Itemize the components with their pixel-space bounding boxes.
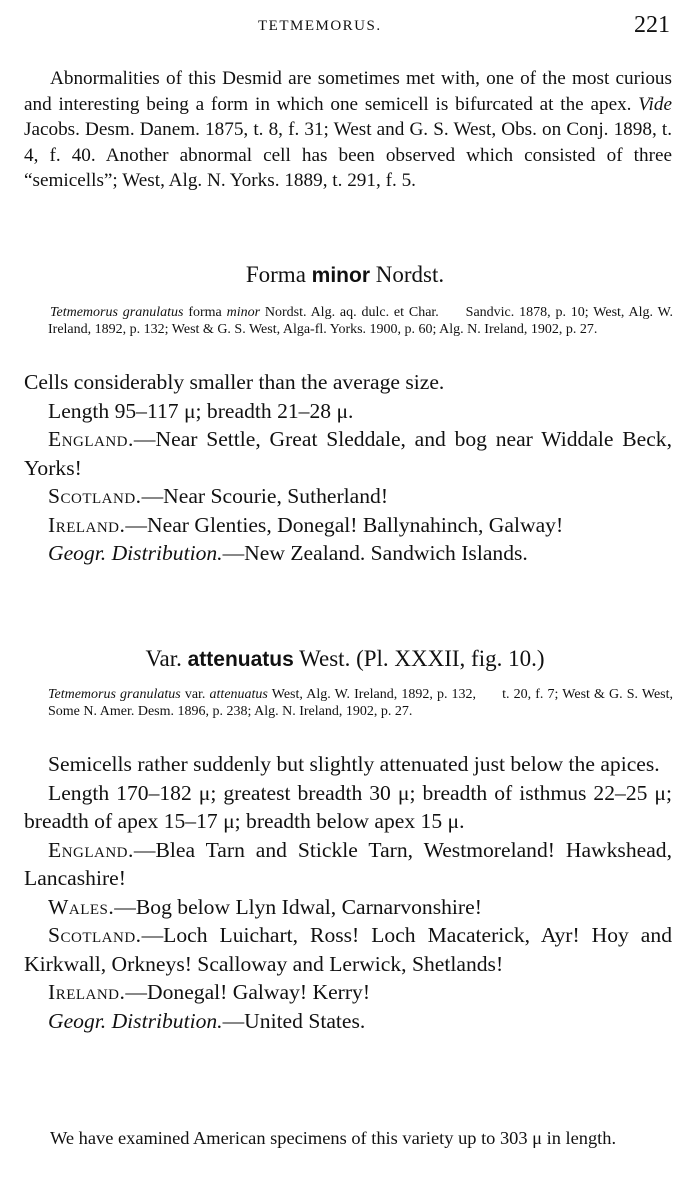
forma-minor-body	[24, 368, 672, 568]
running-header: TETMEMORUS.	[258, 18, 382, 34]
intro-paragraph: Abnormalities of this Desmid are sometimes met with, one of the most curious and interesting being a form in which one semicell is bifurcated at the apex. Vide Jacobs. Desm. Danem. 1875, t. 8, f. 31; West and G. S. West, Obs. on Conj. 1898, t. 4, f. 40. Another abnormal cell has been observed which consisted of three “semicells”; West, Alg. N. Yorks. 1889, t. 291, f. 5.	[24, 68, 673, 191]
measurements: Length 95–117 μ; breadth 21–28 μ.	[48, 398, 354, 423]
var-attenuatus-heading: Var. attenuatus West. (Pl. XXXII, fig. 10.)	[145, 646, 545, 671]
locality-ireland: Ireland.—Donegal! Galway! Kerry!	[48, 980, 371, 1004]
var-attenuatus-citation: Tetmemorus granulatus var. attenuatus West, Alg. W. Ireland, 1892, p. 132, t. 20, f. 7; West & G. S. West, Some N. Amer. Desm. 1896, p. 238; Alg. N. Ireland, 1902, p. 27.	[48, 687, 674, 719]
geographic-distribution: Geogr. Distribution.—New Zealand. Sandwich Islands.	[48, 541, 528, 565]
forma-minor-citation: Tetmemorus granulatus forma minor Nordst. Alg. aq. dulc. et Char. Sandvic. 1878, p. 10; West, Alg. W. Ireland, 1892, p. 132; West & G. S. West, Alga-fl. Yorks. 1900, p. 60; Alg. N. Ireland, 1902, p. 27.	[48, 305, 674, 337]
locality-scotland: Scotland.—Loch Luichart, Ross! Loch Macaterick, Ayr! Hoy and Kirkwall, Orkneys! Scalloway and Lerwick, Shetlands!	[24, 923, 672, 976]
locality-ireland: Ireland.—Near Glenties, Donegal! Ballynahinch, Galway!	[48, 512, 564, 537]
page-number: 221	[634, 12, 670, 38]
measurements: Length 170–182 μ; greatest breadth 30 μ; breadth of isthmus 22–25 μ; breadth of apex 15–17 μ; breadth below apex 15 μ.	[24, 780, 672, 833]
geographic-distribution: Geogr. Distribution.—United States.	[48, 1008, 366, 1033]
description: Semicells rather suddenly but slightly attenuated just below the apices.	[48, 752, 660, 776]
locality-england: England.—Blea Tarn and Stickle Tarn, Westmoreland! Hawkshead, Lancashire!	[24, 837, 672, 890]
description: Cells considerably smaller than the average size.	[24, 370, 445, 394]
locality-wales: Wales.—Bog below Llyn Idwal, Carnarvonshire!	[48, 894, 482, 919]
locality-scotland: Scotland.—Near Scourie, Sutherland!	[48, 484, 389, 508]
forma-minor-heading: Forma minor Nordst.	[245, 262, 445, 287]
closing-note: We have examined American specimens of this variety up to 303 μ in length.	[50, 1128, 617, 1148]
var-attenuatus-body	[24, 750, 672, 1035]
locality-england: England.—Near Settle, Great Sleddale, and bog near Widdale Beck, Yorks!	[24, 427, 672, 480]
